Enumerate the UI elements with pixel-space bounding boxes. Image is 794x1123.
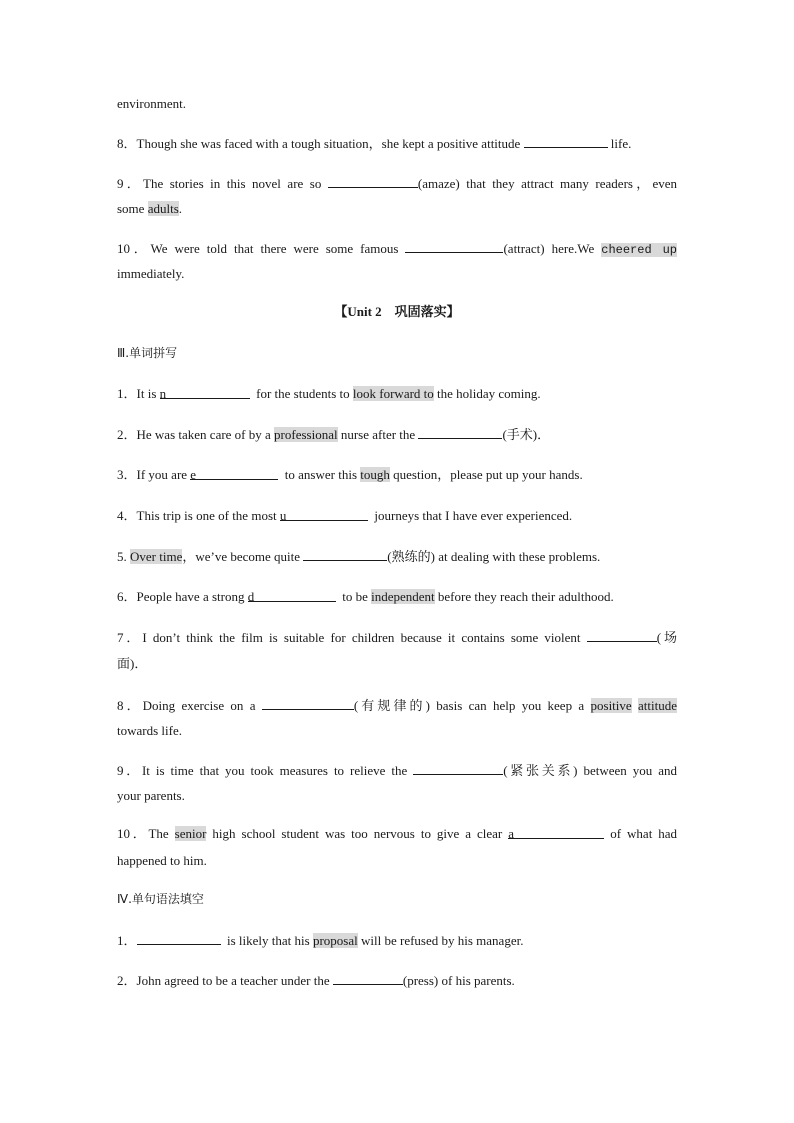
highlighted-word: professional <box>274 427 338 442</box>
question-text: (熟练的) at dealing with these problems. <box>387 549 601 564</box>
question-text: before they reach their adulthood. <box>437 589 614 604</box>
answer-blank[interactable] <box>190 466 278 480</box>
question-text: is likely that his <box>227 933 310 948</box>
question-text: question，please put up your hands. <box>393 467 583 482</box>
question-number: 1． <box>117 386 137 401</box>
hint-letter: n <box>159 386 167 401</box>
question-text: It is time that you took measures to relieve the <box>141 763 408 778</box>
question-text: of what had <box>610 826 678 841</box>
answer-blank[interactable] <box>333 971 403 985</box>
question-text: nurse after the <box>340 427 416 442</box>
question-number: 1． <box>117 933 137 948</box>
spelling-question-1 <box>117 385 541 403</box>
question-9-cont <box>117 200 182 218</box>
answer-blank[interactable] <box>137 931 221 945</box>
question-text: The <box>148 826 169 841</box>
question-text: Doing exercise on a <box>142 698 256 713</box>
question-text: towards life. <box>117 723 182 738</box>
highlighted-phrase: Over time <box>130 549 183 564</box>
highlighted-word: positive <box>590 698 632 713</box>
question-number: 4． <box>117 508 137 523</box>
spelling-question-9 <box>117 761 677 780</box>
question-text: your parents. <box>117 788 185 803</box>
highlighted-phrase: look forward to <box>352 386 434 401</box>
question-number: 8． <box>117 136 137 151</box>
unit-heading: 【Unit 2 巩固落实】 <box>334 304 460 319</box>
question-text: 面)． <box>117 656 148 671</box>
question-text: Though she was faced with a tough situation，she kept a positive attitude <box>136 136 521 151</box>
answer-blank[interactable] <box>413 761 503 775</box>
question-text: (有规律的) basis can help you keep a <box>353 698 585 713</box>
answer-blank[interactable] <box>328 174 418 188</box>
grammar-question-2 <box>117 971 515 990</box>
spelling-question-2 <box>117 425 550 444</box>
spelling-question-6 <box>117 588 614 606</box>
question-text: some <box>117 201 145 216</box>
question-number: 9． <box>117 176 143 191</box>
question-text: to answer this <box>284 467 358 482</box>
line-environment <box>117 95 186 113</box>
question-text: life. <box>610 136 632 151</box>
highlighted-word: independent <box>371 589 435 604</box>
spelling-question-10-cont <box>117 852 207 870</box>
question-text: (press) of his parents. <box>402 973 515 988</box>
question-text: We were told that there were some famous <box>150 241 399 256</box>
question-number: 8． <box>117 698 143 713</box>
highlighted-word: adults <box>147 201 179 216</box>
question-text: high school student was too nervous to give a clear <box>212 826 503 841</box>
question-text: ，we’ve become quite <box>182 549 301 564</box>
question-text: for the students to <box>256 386 350 401</box>
question-text: journeys that I have ever experienced. <box>374 508 573 523</box>
question-text: to be <box>342 589 368 604</box>
question-text: (手术)． <box>502 427 551 442</box>
question-text: People have a strong <box>136 589 245 604</box>
hint-letter: u <box>279 508 287 523</box>
spelling-question-8-cont <box>117 722 182 740</box>
highlighted-word: attitude <box>638 698 678 713</box>
question-number: 3． <box>117 467 137 482</box>
question-text: (场 <box>656 630 677 645</box>
question-number: 7． <box>117 630 143 645</box>
question-9 <box>117 174 677 193</box>
answer-blank[interactable] <box>262 696 354 710</box>
question-text: If you are <box>136 467 188 482</box>
question-text: (attract) here.We <box>503 241 595 256</box>
question-number: 2． <box>117 973 137 988</box>
spelling-question-8 <box>117 696 677 715</box>
hint-letter: a <box>508 826 515 841</box>
spelling-question-9-cont <box>117 787 185 805</box>
question-text: I don’t think the film is suitable for children because it contains some violent <box>142 630 581 645</box>
spelling-question-3 <box>117 466 583 484</box>
answer-blank[interactable] <box>508 825 604 839</box>
question-10-cont <box>117 265 184 283</box>
text-environment: environment. <box>117 96 186 111</box>
question-text: He was taken care of by a <box>136 427 271 442</box>
question-text: John agreed to be a teacher under the <box>136 973 330 988</box>
answer-blank[interactable] <box>524 134 608 148</box>
question-text: (紧张关系) between you and <box>503 763 677 778</box>
spelling-question-7-cont <box>117 655 147 673</box>
spelling-question-5 <box>117 547 600 566</box>
question-text: will be refused by his manager. <box>361 933 524 948</box>
question-8 <box>117 134 631 153</box>
hint-letter: d <box>247 589 255 604</box>
hint-letter: e <box>190 467 197 482</box>
question-text: The stories in this novel are so <box>143 176 322 191</box>
answer-blank[interactable] <box>303 547 387 561</box>
highlighted-word: senior <box>174 826 207 841</box>
question-text: immediately. <box>117 266 185 281</box>
question-number: 10． <box>117 826 149 841</box>
spelling-question-10 <box>117 825 677 843</box>
question-text: the holiday coming. <box>437 386 541 401</box>
highlighted-word: tough <box>360 467 390 482</box>
question-number: 10． <box>117 241 151 256</box>
highlighted-phrase: cheered up <box>601 243 678 257</box>
spelling-question-4 <box>117 507 572 525</box>
question-text: It is <box>136 386 157 401</box>
highlighted-word: proposal <box>312 933 358 948</box>
answer-blank[interactable] <box>418 425 502 439</box>
answer-blank[interactable] <box>248 588 336 602</box>
question-text: . <box>178 201 183 216</box>
question-text: (amaze) that they attract many readers，even <box>417 176 677 191</box>
grammar-question-1 <box>117 931 523 950</box>
question-10 <box>117 239 677 259</box>
answer-blank[interactable] <box>160 385 250 399</box>
answer-blank[interactable] <box>280 507 368 521</box>
question-text: This trip is one of the most <box>136 508 277 523</box>
section-title-spelling: Ⅲ.单词拼写 <box>117 346 178 360</box>
answer-blank[interactable] <box>405 239 503 253</box>
answer-blank[interactable] <box>587 628 657 642</box>
question-text: happened to him. <box>117 853 207 868</box>
question-number: 5. <box>117 549 127 564</box>
spelling-question-7 <box>117 628 677 647</box>
question-number: 9． <box>117 763 142 778</box>
question-number: 2． <box>117 427 137 442</box>
section-title-grammar: Ⅳ.单句语法填空 <box>117 892 204 906</box>
question-number: 6． <box>117 589 137 604</box>
